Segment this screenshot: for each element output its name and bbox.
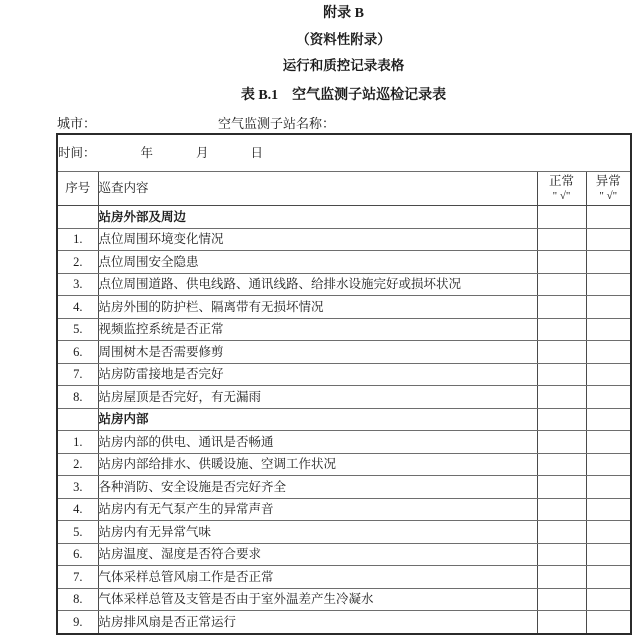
- item-row: [57, 341, 631, 364]
- row-number: 3.: [57, 273, 98, 296]
- inspection-content: 各种消防、安全设施是否完好齐全: [98, 476, 537, 499]
- item-row: [57, 521, 631, 544]
- normal-check-cell: [537, 611, 586, 634]
- abnormal-check-cell: [586, 543, 631, 566]
- header-normal-mark: " √": [552, 189, 571, 202]
- abnormal-check-cell: [586, 476, 631, 499]
- city-label: 城市：: [57, 116, 97, 131]
- year-label: 年: [140, 145, 154, 160]
- inspection-content: 点位周围安全隐患: [98, 251, 537, 274]
- normal-check-cell: [537, 251, 586, 274]
- row-number: 8.: [57, 386, 98, 409]
- inspection-content: 点位周围环境变化情况: [98, 228, 537, 251]
- row-number: 5.: [57, 318, 98, 341]
- time-row: [57, 134, 631, 172]
- time-cell: [57, 134, 631, 172]
- inspection-rows: [57, 206, 631, 634]
- form-meta-row: [57, 116, 630, 132]
- normal-check-cell: [537, 566, 586, 589]
- appendix-type: （资料性附录）: [296, 32, 391, 47]
- normal-check-cell: [537, 588, 586, 611]
- inspection-content: 气体采样总管风扇工作是否正常: [98, 566, 537, 589]
- row-number: 7.: [57, 566, 98, 589]
- item-row: [57, 543, 631, 566]
- header-abnormal-mark: " √": [599, 189, 618, 202]
- row-number: 1.: [57, 228, 98, 251]
- row-number: 2.: [57, 453, 98, 476]
- item-row: [57, 453, 631, 476]
- normal-check-cell: [537, 273, 586, 296]
- row-number: 7.: [57, 363, 98, 386]
- section-row: [57, 206, 631, 229]
- inspection-content: 站房内有无气泵产生的异常声音: [98, 498, 537, 521]
- normal-check-cell: [537, 296, 586, 319]
- inspection-content: 站房防雷接地是否完好: [98, 363, 537, 386]
- normal-check-cell: [537, 543, 586, 566]
- item-row: [57, 228, 631, 251]
- normal-check-cell: [537, 386, 586, 409]
- row-number: 3.: [57, 476, 98, 499]
- row-number: 4.: [57, 498, 98, 521]
- item-row: [57, 431, 631, 454]
- inspection-content: 站房内有无异常气味: [98, 521, 537, 544]
- item-row: [57, 566, 631, 589]
- header-content: 巡查内容: [98, 172, 537, 206]
- abnormal-check-cell: [586, 408, 631, 431]
- item-row: [57, 296, 631, 319]
- inspection-content: 站房温度、湿度是否符合要求: [98, 543, 537, 566]
- abnormal-check-cell: [586, 206, 631, 229]
- normal-check-cell: [537, 498, 586, 521]
- appendix-label: 附录 B: [323, 6, 364, 21]
- station-name-label: 空气监测子站名称：: [218, 116, 336, 131]
- abnormal-check-cell: [586, 566, 631, 589]
- row-number: 8.: [57, 588, 98, 611]
- item-row: [57, 386, 631, 409]
- normal-check-cell: [537, 363, 586, 386]
- row-number: 6.: [57, 543, 98, 566]
- row-number: 4.: [57, 296, 98, 319]
- item-row: [57, 251, 631, 274]
- normal-check-cell: [537, 206, 586, 229]
- abnormal-check-cell: [586, 431, 631, 454]
- inspection-content: 点位周围道路、供电线路、通讯线路、给排水设施完好或损坏状况: [98, 273, 537, 296]
- row-number: 9.: [57, 611, 98, 634]
- abnormal-check-cell: [586, 273, 631, 296]
- normal-check-cell: [537, 431, 586, 454]
- abnormal-check-cell: [586, 386, 631, 409]
- inspection-content: 视频监控系统是否正常: [98, 318, 537, 341]
- item-row: [57, 273, 631, 296]
- abnormal-check-cell: [586, 341, 631, 364]
- row-number: 5.: [57, 521, 98, 544]
- normal-check-cell: [537, 341, 586, 364]
- day-label: 日: [250, 145, 264, 160]
- abnormal-check-cell: [586, 228, 631, 251]
- inspection-content: 站房外围的防护栏、隔离带有无损坏情况: [98, 296, 537, 319]
- abnormal-check-cell: [586, 611, 631, 634]
- header-normal: [537, 172, 586, 206]
- inspection-content: 站房排风扇是否正常运行: [98, 611, 537, 634]
- inspection-content: 站房内部: [98, 408, 537, 431]
- abnormal-check-cell: [586, 318, 631, 341]
- inspection-record-table: [56, 133, 632, 635]
- normal-check-cell: [537, 408, 586, 431]
- abnormal-check-cell: [586, 521, 631, 544]
- abnormal-check-cell: [586, 296, 631, 319]
- abnormal-check-cell: [586, 363, 631, 386]
- table-caption: 表 B.1 空气监测子站巡检记录表: [240, 88, 447, 103]
- document-title: 运行和质控记录表格: [282, 58, 405, 73]
- row-number: [57, 408, 98, 431]
- header-index: 序号: [57, 172, 98, 206]
- abnormal-check-cell: [586, 588, 631, 611]
- normal-check-cell: [537, 476, 586, 499]
- inspection-content: 站房内部给排水、供暖设施、空调工作状况: [98, 453, 537, 476]
- normal-check-cell: [537, 453, 586, 476]
- time-label: 时间：: [58, 145, 96, 160]
- row-number: 2.: [57, 251, 98, 274]
- abnormal-check-cell: [586, 498, 631, 521]
- item-row: [57, 498, 631, 521]
- row-number: 6.: [57, 341, 98, 364]
- inspection-content: 站房屋顶是否完好，有无漏雨: [98, 386, 537, 409]
- normal-check-cell: [537, 228, 586, 251]
- header-abnormal-label: 异常: [595, 174, 621, 189]
- inspection-content: 气体采样总管及支管是否由于室外温差产生冷凝水: [98, 588, 537, 611]
- month-label: 月: [196, 145, 209, 160]
- header-normal-label: 正常: [548, 174, 574, 189]
- table-header-row: [57, 172, 631, 206]
- item-row: [57, 611, 631, 634]
- abnormal-check-cell: [586, 251, 631, 274]
- normal-check-cell: [537, 521, 586, 544]
- normal-check-cell: [537, 318, 586, 341]
- inspection-content: 站房外部及周边: [98, 206, 537, 229]
- inspection-content: 站房内部的供电、通讯是否畅通: [98, 431, 537, 454]
- section-row: [57, 408, 631, 431]
- row-number: [57, 206, 98, 229]
- item-row: [57, 363, 631, 386]
- inspection-content: 周围树木是否需要修剪: [98, 341, 537, 364]
- item-row: [57, 476, 631, 499]
- item-row: [57, 318, 631, 341]
- abnormal-check-cell: [586, 453, 631, 476]
- item-row: [57, 588, 631, 611]
- row-number: 1.: [57, 431, 98, 454]
- header-abnormal: [586, 172, 631, 206]
